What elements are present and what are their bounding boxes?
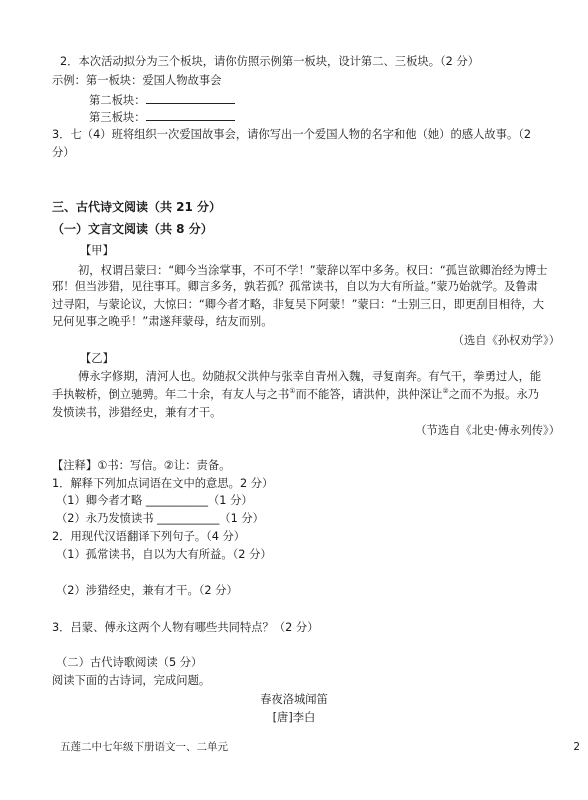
passage-jia-source: （选自《孙权劝学》）: [452, 334, 560, 347]
poem-title: 春夜洛城闻笛: [260, 693, 328, 706]
passage-jia-line: 邪！但当涉猎，见往事耳。卿言多务，孰若孤？孤常读书，自以为大有所益。”蒙乃始就学。及鲁肃: [52, 280, 538, 293]
passage-yi-source: （节选自《北史·傅永列传》）: [415, 424, 560, 437]
subsection-title: （一）文言文阅读（共 8 分）: [52, 222, 213, 236]
question-2: 2．用现代汉语翻译下列句子。（4 分）: [52, 530, 246, 543]
example-line: 示例：第一板块：爱国人物故事会: [52, 74, 222, 87]
passage-jia-line: 过寻阳，与蒙论议，大惊曰：“卿今者才略，非复吴下阿蒙！”蒙曰：“士别三日，即更刮目相待，大: [52, 298, 545, 311]
passage-yi-line: 傅永字修期，清河人也。幼随叔父洪仲与张幸自青州入魏，寻复南奔。有气干，拳勇过人，能: [78, 370, 542, 383]
answer-blank: [146, 93, 235, 104]
question-3: 3．吕蒙、傅永这两个人物有哪些共同特点？（2 分）: [52, 621, 319, 634]
question-3-line2: 分）: [52, 146, 75, 159]
question-1: 1．解释下列加点词语在文中的意思。2 分）: [52, 477, 274, 490]
page-number: 2: [573, 741, 580, 753]
section-title: 三、古代诗文阅读（共 21 分）: [52, 200, 222, 214]
block3-line: [89, 110, 235, 125]
passage-yi-label: 【乙】: [80, 352, 114, 365]
question-3-line1: 3．七（4）班将组织一次爱国故事会，请你写出一个爱国人物的名字和他（她）的感人故事。（2: [52, 128, 532, 141]
block3-label: 第三板块：: [89, 111, 146, 124]
passage-jia-line: 兄何见事之晚乎！”肃遂拜蒙母，结友而别。: [52, 315, 273, 328]
poem-author: [唐]李白: [272, 711, 316, 724]
footnote-mark: ①: [289, 387, 296, 396]
footer-title: 五莲二中七年级下册语文一、二单元: [60, 741, 228, 753]
question-1a: （1）卿今者才略 ___________（1 分）: [56, 494, 253, 507]
passage-jia-label: 【甲】: [80, 244, 114, 257]
block2-label: 第二板块：: [89, 94, 146, 107]
question-2a: （1）孤常读书，自以为大有所益。（2 分）: [56, 548, 272, 561]
question-2b: （2）涉猎经史，兼有才干。（2 分）: [56, 584, 238, 597]
passage-yi-text: 手执鞍桥，倒立驰骋。年二十余，有友人与之书: [52, 388, 290, 401]
notes: 【注释】①书：写信。②让：责备。: [52, 459, 231, 472]
passage-yi-text: 而不能答，请洪仲，洪仲深让: [295, 388, 443, 401]
passage-yi-text: 之而不为报。永乃: [448, 388, 540, 401]
question-2: 2．本次活动拟分为三个板块，请你仿照示例第一板块，设计第二、三板块。（2 分）: [60, 55, 480, 68]
footnote-mark: ②: [442, 387, 449, 396]
question-1b: （2）永乃发愤读书 ___________（1 分）: [56, 512, 264, 525]
block2-line: [89, 93, 235, 108]
passage-jia-line: 初，权谓吕蒙曰：“卿今当涂掌事，不可不学！”蒙辞以军中多务。权曰：“孤岂欲卿治经为博士: [78, 264, 548, 277]
passage-yi-line: [52, 388, 539, 402]
answer-blank: [146, 110, 235, 121]
subsection-title-2: （二）古代诗歌阅读（5 分）: [56, 656, 203, 669]
passage-yi-line: 发愤读书，涉猎经史，兼有才干。: [52, 406, 222, 419]
instructions: 阅读下面的古诗词，完成问题。: [52, 674, 211, 687]
